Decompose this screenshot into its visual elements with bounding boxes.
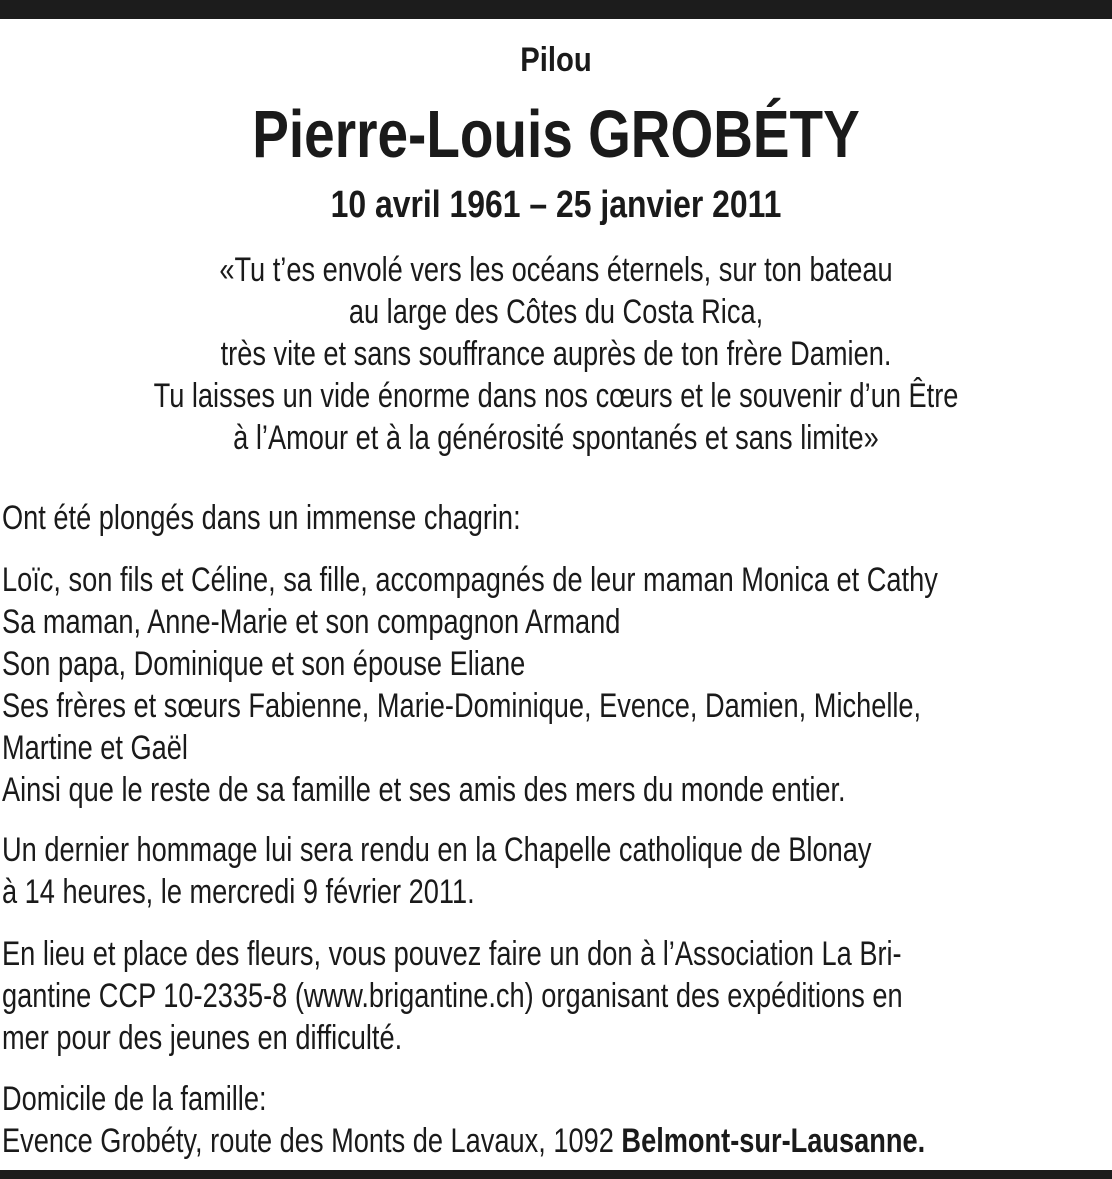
family-domicile bbox=[2, 1078, 1110, 1162]
quote-line: «Tu t’es envolé vers les océans éternels, sur ton bateau bbox=[219, 251, 893, 289]
family-line: Ses frères et sœurs Fabienne, Marie-Dominique, Evence, Damien, Michelle, bbox=[2, 687, 922, 725]
donation-line: En lieu et place des fleurs, vous pouvez faire un don à l’Association La Bri- bbox=[2, 935, 902, 973]
quote-line: à l’Amour et à la générosité spontanés et sans limite» bbox=[233, 419, 879, 457]
family-line: Loïc, son fils et Céline, sa fille, accompagnés de leur maman Monica et Cathy bbox=[2, 561, 938, 599]
domicile-label: Domicile de la famille: bbox=[2, 1080, 267, 1118]
ceremony-line: Un dernier hommage lui sera rendu en la Chapelle catholique de Blonay bbox=[2, 831, 872, 869]
domicile-town: Belmont-sur-Lausanne. bbox=[621, 1122, 926, 1160]
family-line: Martine et Gaël bbox=[2, 729, 188, 767]
family-line: Ainsi que le reste de sa famille et ses amis des mers du monde entier. bbox=[2, 771, 846, 809]
donation-line: gantine CCP 10-2335-8 (www.brigantine.ch) organisant des expéditions en bbox=[2, 977, 903, 1015]
domicile-address-line bbox=[2, 1120, 926, 1162]
top-border-rule bbox=[0, 0, 1112, 19]
quote-line: Tu laisses un vide énorme dans nos cœurs et le souvenir d’un Être bbox=[153, 377, 959, 415]
memorial-quote bbox=[0, 249, 1112, 459]
life-dates: 10 avril 1961 – 25 janvier 2011 bbox=[330, 184, 782, 226]
donation-paragraph bbox=[2, 933, 1110, 1059]
family-line: Son papa, Dominique et son épouse Eliane bbox=[2, 645, 526, 683]
quote-line: très vite et sans souffrance auprès de ton frère Damien. bbox=[220, 335, 892, 373]
donation-line: mer pour des jeunes en difficulté. bbox=[2, 1019, 403, 1057]
ceremony-line: à 14 heures, le mercredi 9 février 2011. bbox=[2, 873, 475, 911]
family-line: Sa maman, Anne-Marie et son compagnon Armand bbox=[2, 603, 621, 641]
quote-line: au large des Côtes du Costa Rica, bbox=[348, 293, 764, 331]
deceased-name: Pierre-Louis GROBÉTY bbox=[252, 97, 860, 172]
domicile-address: Evence Grobéty, route des Monts de Lavaux, 1092 bbox=[2, 1122, 622, 1160]
nickname: Pilou bbox=[520, 41, 592, 79]
ceremony-paragraph bbox=[2, 829, 1110, 913]
bottom-border-rule bbox=[0, 1170, 1112, 1179]
mourners-intro: Ont été plongés dans un immense chagrin: bbox=[2, 499, 521, 537]
family-list bbox=[2, 559, 1110, 811]
mourners-intro-block bbox=[2, 497, 1110, 539]
